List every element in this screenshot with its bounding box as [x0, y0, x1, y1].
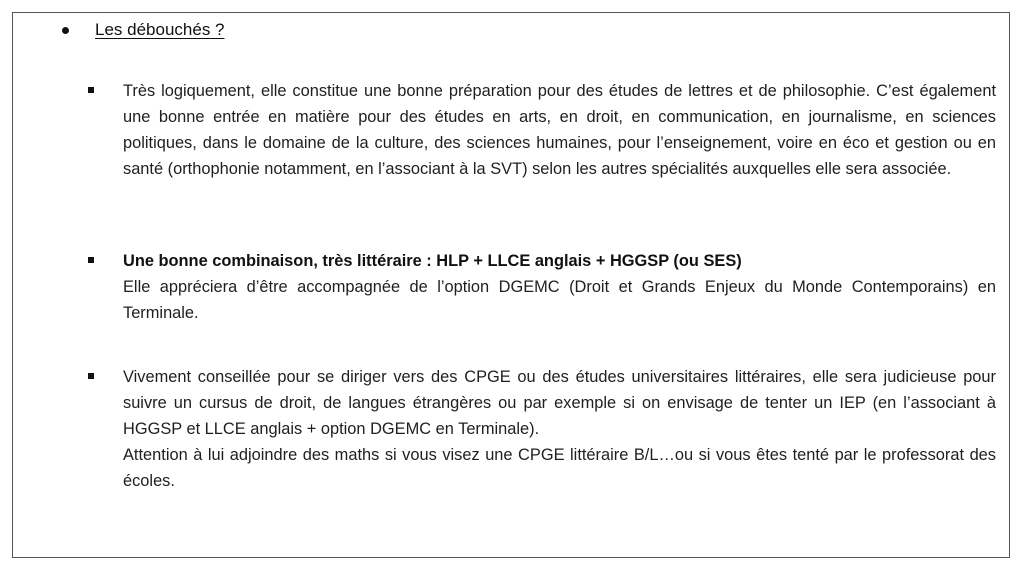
square-bullet-icon: [88, 87, 94, 93]
list-item-prospects: [88, 78, 996, 182]
item-paragraph: Elle appréciera d’être accompagnée de l’option DGEMC (Droit et Grands Enjeux du Monde Contemporains) en Terminale.: [123, 278, 996, 322]
round-bullet-icon: [62, 27, 69, 34]
square-bullet-icon: [88, 373, 94, 379]
list-item-body: [123, 78, 996, 182]
item-title: Une bonne combinaison, très littéraire : HLP + LLCE anglais + HGGSP (ou SES): [123, 252, 742, 270]
item-paragraph: Très logiquement, elle constitue une bonne préparation pour des études de lettres et de philosophie. C’est également une bonne entrée en matière pour des études en arts, en droit, en communication, en journalisme, en sciences politiques, dans le domaine de la culture, des sciences humaines, pour l’enseignement, voire en éco et gestion ou en santé (orthophonie notamment, en l’associant à la SVT) selon les autres spécialités auxquelles elle sera associée.: [123, 82, 996, 178]
list-item-body: [123, 248, 996, 326]
square-bullet-icon: [88, 257, 94, 263]
heading-row: [62, 20, 225, 40]
item-paragraph: Vivement conseillée pour se diriger vers des CPGE ou des études universitaires littéraires, elle sera judicieuse pour suivre un cursus de droit, de langues étrangères ou par exemple si on envisage de tenter un IEP (en l’associant à HGGSP et LLCE anglais + option DGEMC en Terminale).: [123, 368, 996, 438]
list-item-recommendation: [88, 364, 996, 494]
section-heading: Les débouchés ?: [95, 20, 225, 39]
item-paragraph: Attention à lui adjoindre des maths si vous visez une CPGE littéraire B/L…ou si vous êtes tenté par le professorat des écoles.: [123, 446, 996, 490]
list-item-combination: [88, 248, 996, 326]
list-item-body: [123, 364, 996, 494]
